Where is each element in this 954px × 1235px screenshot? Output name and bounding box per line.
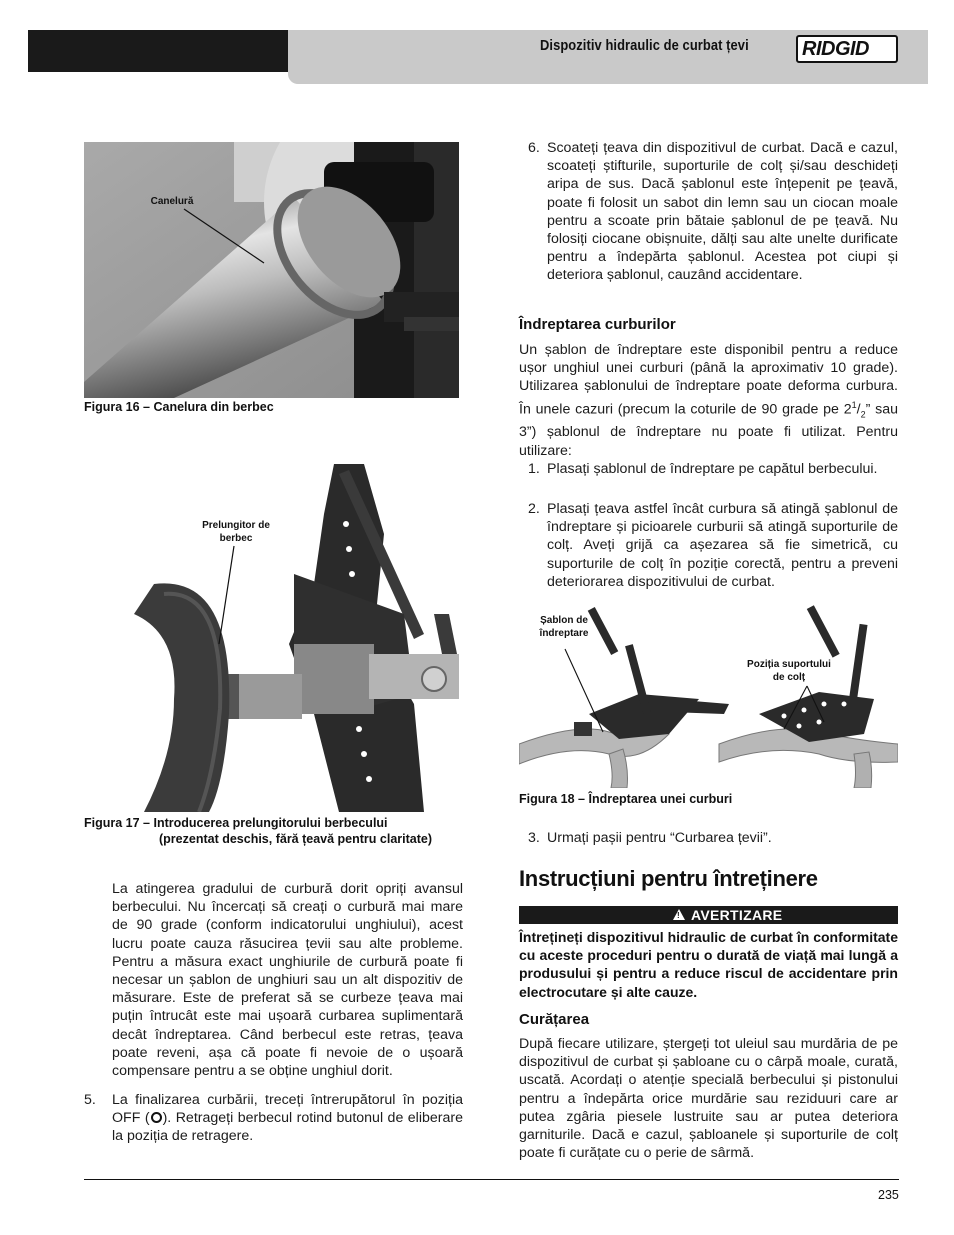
straighten-step-3-number: 3. — [528, 830, 540, 846]
header-gray-tab — [288, 72, 928, 84]
figure-18-callout-right-line1: Poziția suportului — [747, 659, 831, 670]
page-number: 235 — [878, 1188, 899, 1202]
figure-17-caption-line1: Figura 17 – Introducerea prelungitorului berbecului — [84, 816, 388, 830]
straighten-step-1-number: 1. — [528, 461, 540, 477]
figure-16-illustration — [84, 142, 459, 398]
figure-17-callout-line2: berbec — [219, 533, 253, 544]
straighten-heading: Îndreptarea curburilor — [519, 316, 676, 333]
maintenance-heading: Instrucțiuni pentru întreținere — [519, 866, 818, 891]
step-5-number: 5. — [84, 1092, 96, 1108]
step-5-item — [84, 1091, 463, 1151]
straighten-step-1-text: Plasați șablonul de îndreptare pe capătul berbecului. — [547, 461, 878, 477]
bending-stop-paragraph: La atingerea gradului de curbură dorit opriți avansul berbecului. Nu încercați să creați o curbură mai mare de 90 grade (conform indicatorului unghiului), acest lucru poate cauza răsucirea țevii sau alte probleme. Pentru a măsura exact unghiurile de curbură poate fi necesar un șablon de unghiuri sau un alt dispozitiv de măsurare. Este de preferat să se curbeze țeava mai puțin întrucât este mai ușoară curbarea suplimentară decât îndreptarea. Când berbecul este retras, țeava poate reveni, așa că poate fi nevoie de o ușoară compensare pentru a se obține unghiul dorit. — [112, 881, 463, 1080]
straighten-step-3-text: Urmați pașii pentru “Curbarea țevii”. — [547, 830, 772, 846]
warning-label: AVERTIZARE — [691, 907, 783, 923]
step-5-text — [112, 1091, 463, 1146]
straighten-step-2 — [519, 500, 898, 595]
cleaning-paragraph: După fiecare utilizare, ștergeți tot uleiul sau murdăria de pe dispozitivul de curbat și șabloane cu o cârpă moale, curată, uscată. Acordați o atenție specială berbecului și pistonului pentru a îndepărta orice murdărie sau reziduuri care ar putea zgâria piesele lustruite sau ar putea deteriora garniturile. Dacă e cazul, șabloanele și suporturile de colț poate fi curățate cu o perie de sârmă. — [519, 1036, 898, 1162]
header-title: Dispozitiv hidraulic de curbat țevi — [540, 37, 749, 54]
straighten-para-a: Un șablon de îndreptare este disponibil pentru a reduce ușor unghiul unei curburi (până la aproximativ 10 grade). Utilizarea șablonului de îndreptare poate deforma curbura. În unele cazuri (precum la coturile de 90 grade pe 2 — [519, 342, 898, 418]
step-6-text-body: Scoateți țeava din dispozitivul de curbat. Dacă e cazul, scoateți știfturile, suporturile de colț și/sau deschideți aripa de sus. Dacă șablonul este înțepenit pe țeavă, poate fi folosit un sabot din lemn sau un ciocan moale pentru a scoate prin bătaie șablonul de pe țeavă. Nu folosiți ciocane obișnuite, dălți sau alte unelte durificate pentru a îndepărta șablonul. Acestea pot ciupi și deteriora șablonul, cauzând accidentare. — [547, 140, 898, 284]
step-6-number: 6. — [528, 140, 540, 156]
straighten-para-b: ” sau 3”) șablonul de îndreptare nu poate fi utilizat. Pentru utilizare: — [519, 401, 898, 459]
ridgid-logo — [796, 35, 898, 63]
cleaning-heading: Curățarea — [519, 1011, 590, 1028]
warning-text: Întrețineți dispozitivul hidraulic de curbat în conformitate cu aceste proceduri pentru o durată de viață mai lungă a produsului și pentru a reduce riscul de accidentare prin electrocutare și alte cauze. — [519, 929, 898, 1000]
power-off-icon — [151, 1112, 162, 1123]
figure-18-callout-left-line2: îndreptare — [539, 628, 589, 639]
warning-banner — [519, 906, 898, 924]
straighten-step-2-text: Plasați țeava astfel încât curbura să atingă șablonul de îndreptare și picioarele curburii să atingă suporturile de colț. Aveți grijă ca așezarea să fie simetrică, cu suporturile de colț în poziție corectă, pentru a preveni deteriorarea dispozitivului de curbat. — [547, 501, 898, 590]
figure-18-photo — [519, 604, 898, 788]
logo-text: RIDGID — [802, 38, 869, 60]
straighten-step-2-number: 2. — [528, 501, 540, 517]
straighten-step-3 — [519, 829, 898, 849]
figure-16-caption: Figura 16 – Canelura din berbec — [84, 400, 274, 414]
warning-exclamation-icon: ! — [677, 911, 680, 920]
figure-17-caption-line2: (prezentat deschis, fără țeavă pentru claritate) — [159, 832, 433, 846]
figure-16-photo — [84, 142, 459, 398]
frac-numerator: 1 — [851, 399, 857, 410]
figure-17-illustration — [84, 464, 459, 812]
header-black-block — [28, 30, 288, 72]
figure-18-callout-right-line2: de colț — [772, 672, 806, 683]
step-5-text-a: La finalizarea curbării, treceți întrerupătorul în poziția OFF ( — [112, 1092, 463, 1127]
straighten-paragraph: Un șablon de îndreptare este disponibil pentru a reduce ușor unghiul unei curburi (până la aproximativ 10 grade). Utilizarea șablonului de îndreptare poate deforma curbura. În unele cazuri (precum la coturile de 90 grade pe $2^1/_2$” sau 3”) șablonul de îndreptare nu poate fi utilizat. Pentru utilizare: — [519, 342, 898, 459]
footer-rule — [84, 1179, 899, 1180]
figure-18-callout-left-line1: Șablon de — [540, 615, 588, 626]
figure-17-callout-line1: Prelungitor de — [202, 520, 270, 531]
figure-17-photo — [84, 464, 459, 812]
figure-16-callout: Canelură — [150, 196, 194, 207]
straighten-step-1 — [519, 460, 898, 500]
figure-18-caption: Figura 18 – Îndreptarea unei curburi — [519, 792, 733, 806]
step-5-text-b: ). Retrageți berbecul rotind butonul de eliberare la poziția de retragere. — [112, 1110, 463, 1145]
frac-denominator: 2 — [860, 409, 866, 420]
